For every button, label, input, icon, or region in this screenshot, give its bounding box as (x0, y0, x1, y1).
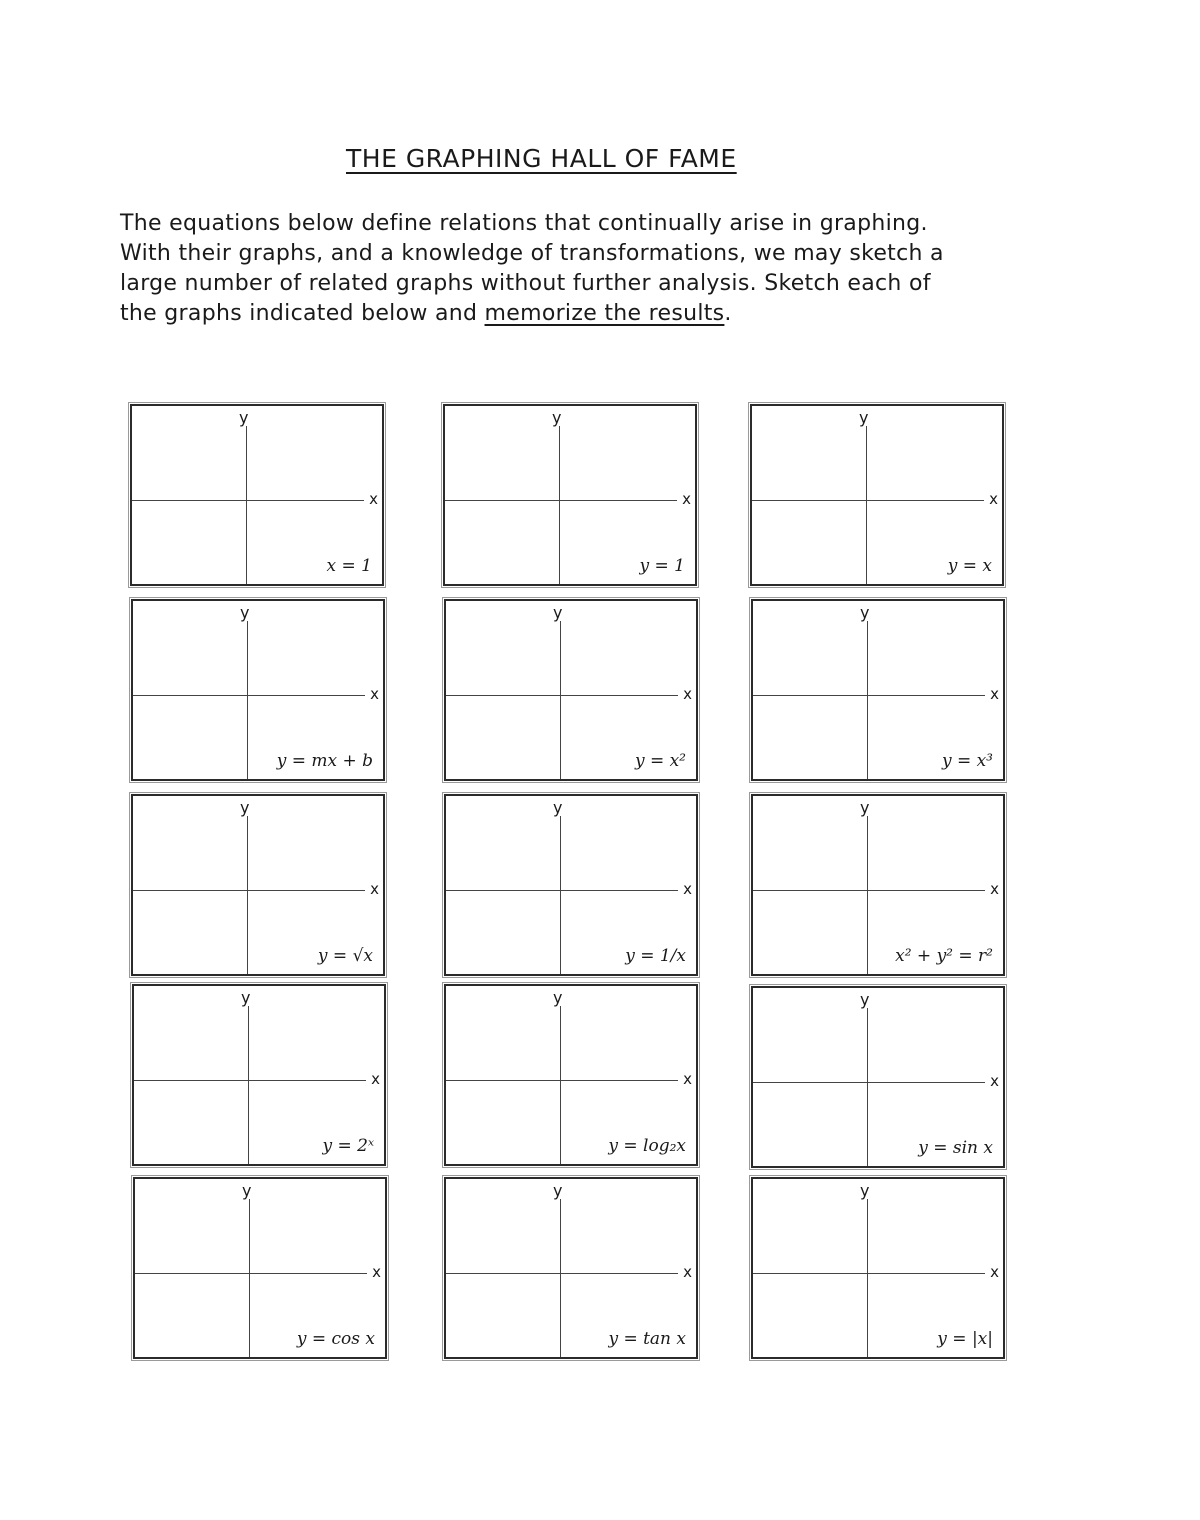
intro-line (120, 299, 1000, 329)
x-axis (445, 500, 677, 501)
x-axis-label: x (989, 490, 998, 508)
y-axis (248, 1006, 249, 1164)
x-axis (133, 695, 365, 696)
x-axis (753, 890, 985, 891)
y-axis (247, 621, 248, 779)
y-axis (867, 1199, 868, 1357)
graph-box-cosine[interactable] (133, 1177, 387, 1359)
graph-box-y-equals-1[interactable] (443, 404, 697, 586)
y-axis-label: y (553, 798, 563, 817)
y-axis (867, 621, 868, 779)
x-axis (132, 500, 364, 501)
x-axis-label: x (371, 1070, 380, 1088)
equation-label: y = mx + b (276, 751, 373, 771)
y-axis (560, 621, 561, 779)
x-axis (753, 695, 985, 696)
graph-box-logarithm[interactable] (444, 984, 698, 1166)
graph-box-x-squared[interactable] (444, 599, 698, 781)
equation-label: y = x (947, 556, 992, 576)
graph-box-sqrt[interactable] (131, 794, 385, 976)
y-axis-label: y (553, 1181, 563, 1200)
x-axis-label: x (683, 880, 692, 898)
graph-box-circle[interactable] (751, 794, 1005, 976)
x-axis (446, 695, 678, 696)
memorize-emphasis: memorize the results (484, 301, 725, 326)
x-axis (752, 500, 984, 501)
intro-line: large number of related graphs without further analysis. Sketch each of (120, 271, 931, 296)
graph-box-x-cubed[interactable] (751, 599, 1005, 781)
y-axis-label: y (553, 603, 563, 622)
y-axis (560, 1199, 561, 1357)
y-axis (249, 1199, 250, 1357)
equation-label: y = |x| (937, 1329, 993, 1349)
x-axis-label: x (369, 490, 378, 508)
y-axis-label: y (242, 1181, 252, 1200)
y-axis-label: y (860, 1181, 870, 1200)
x-axis (446, 1273, 678, 1274)
x-axis-label: x (990, 685, 999, 703)
x-axis-label: x (990, 1263, 999, 1281)
graph-box-reciprocal[interactable] (444, 794, 698, 976)
y-axis (560, 1006, 561, 1164)
y-axis-label: y (860, 990, 870, 1009)
equation-label: y = x² (634, 751, 686, 771)
equation-label: y = 1/x (625, 946, 686, 966)
intro-line: With their graphs, and a knowledge of transformations, we may sketch a (120, 241, 944, 266)
intro-text: . (724, 301, 732, 326)
equation-label: x = 1 (326, 556, 372, 576)
y-axis-label: y (240, 798, 250, 817)
x-axis-label: x (990, 1072, 999, 1090)
x-axis (753, 1082, 985, 1083)
intro-text: the graphs indicated below and (120, 301, 485, 326)
equation-label: y = 2ˣ (322, 1136, 374, 1156)
y-axis (247, 816, 248, 974)
x-axis (753, 1273, 985, 1274)
equation-label: y = cos x (296, 1329, 375, 1349)
graph-box-absolute-value[interactable] (751, 1177, 1005, 1359)
x-axis-label: x (683, 1070, 692, 1088)
y-axis (867, 816, 868, 974)
x-axis (446, 890, 678, 891)
x-axis-label: x (372, 1263, 381, 1281)
y-axis-label: y (241, 988, 251, 1007)
equation-label: y = x³ (941, 751, 993, 771)
y-axis-label: y (239, 408, 249, 427)
y-axis (866, 426, 867, 584)
graph-box-y-equals-x[interactable] (750, 404, 1004, 586)
intro-paragraph (120, 209, 1000, 329)
x-axis (135, 1273, 367, 1274)
equation-label: y = 1 (639, 556, 685, 576)
page-title: THE GRAPHING HALL OF FAME (346, 144, 737, 173)
equation-label: y = log₂x (608, 1136, 686, 1156)
graph-box-linear[interactable] (131, 599, 385, 781)
y-axis-label: y (860, 603, 870, 622)
y-axis (559, 426, 560, 584)
x-axis (446, 1080, 678, 1081)
intro-line: The equations below define relations that continually arise in graphing. (120, 211, 928, 236)
y-axis-label: y (240, 603, 250, 622)
y-axis (560, 816, 561, 974)
x-axis-label: x (370, 880, 379, 898)
graph-box-tangent[interactable] (444, 1177, 698, 1359)
y-axis-label: y (860, 798, 870, 817)
equation-label: y = tan x (608, 1329, 686, 1349)
y-axis-label: y (552, 408, 562, 427)
x-axis-label: x (683, 1263, 692, 1281)
graph-box-x-equals-1[interactable] (130, 404, 384, 586)
equation-label: y = sin x (918, 1138, 993, 1158)
equation-label: y = √x (317, 946, 373, 966)
y-axis (246, 426, 247, 584)
x-axis-label: x (683, 685, 692, 703)
y-axis-label: y (859, 408, 869, 427)
x-axis (134, 1080, 366, 1081)
y-axis-label: y (553, 988, 563, 1007)
x-axis (133, 890, 365, 891)
x-axis-label: x (370, 685, 379, 703)
x-axis-label: x (682, 490, 691, 508)
graph-box-exponential[interactable] (132, 984, 386, 1166)
x-axis-label: x (990, 880, 999, 898)
equation-label: x² + y² = r² (895, 946, 993, 966)
graph-box-sine[interactable] (751, 986, 1005, 1168)
y-axis (867, 1008, 868, 1166)
